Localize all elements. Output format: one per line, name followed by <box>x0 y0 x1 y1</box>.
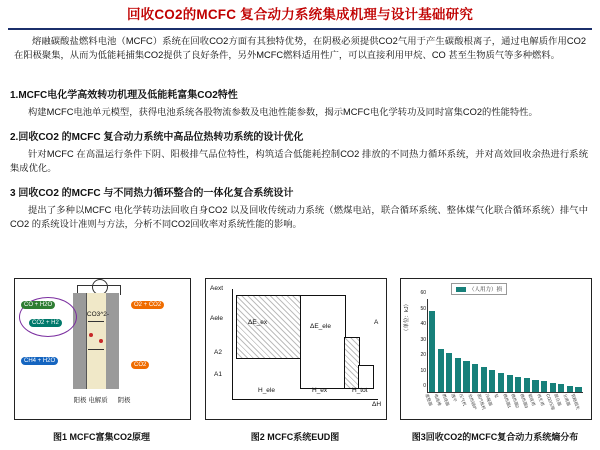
section-2-heading: 2.回收CO2 的MCFC 复合动力系统中高品位热转功系统的设计优化 <box>10 132 304 143</box>
intro-paragraph: 熔融碳酸盐燃料电池（MCFC）系统在回收CO2方面有其独特优势，在阴极必须提供CO2气用于产生碳酸根离子，通过电解质作用CO2 在阳极聚集，从而为低能耗捕集CO2提供了良好条件，另外MCFC燃料适用性广，可以直接利用甲烷、CO 甚至生物质气等多种燃料。 <box>14 36 586 60</box>
figure-3-caption: 图3回收CO2的MCFC复合动力系统熵分布 <box>411 432 579 442</box>
chart-bar <box>507 375 513 392</box>
chart-bar <box>567 386 573 392</box>
chart-x-tick: 压气机 <box>458 393 468 407</box>
fig2-delta-e1-label: ΔE_ex <box>248 319 268 326</box>
figure-1 <box>14 278 189 443</box>
cathode-outlet-chip: CO2 <box>131 361 149 369</box>
fig2-y-low-label: A1 <box>214 371 222 378</box>
chart-x-tick: 混合器 <box>553 393 563 407</box>
chart-x-tick: 换热器1 <box>501 393 512 409</box>
figure-3-image <box>400 278 592 420</box>
chart-x-tick: 蒸汽轮机 <box>475 393 487 411</box>
chart-bar <box>515 377 521 393</box>
chart-x-tick: 换热器3 <box>519 393 529 409</box>
fig2-delta-e2-label: ΔE_ele <box>310 323 331 330</box>
section-2-body: 针对MCFC 在高温运行条件下阴、阳极排气品位特性，构筑适合低能耗控制CO2 排放的不同热力循环系统，并对高效回收余热进行系统集成优化。 <box>10 149 588 173</box>
chart-bar <box>489 370 495 392</box>
electrolyte-layer <box>86 293 108 389</box>
chart-x-tick: CO2压缩 <box>544 393 556 411</box>
chart-y-tick: 60 <box>420 290 426 296</box>
chart-bar <box>472 364 478 392</box>
chart-x-tick: 电池堆 <box>432 393 442 407</box>
anode-layer <box>73 293 86 389</box>
page-title-text: 回收CO2的MCFC 复合动力系统集成机理与设计基础研究 <box>126 7 474 22</box>
figure-1-image <box>14 278 191 420</box>
chart-bar <box>463 361 469 392</box>
section-3-body: 提出了多种以MCFC 电化学转功法回收自身CO2 以及回收传统动力系统（燃煤电站，联合循环系统、整体煤气化联合循环系统）排气中CO2 的系统设计准则与方法，分析不同CO2回收率对系统性能的影响。 <box>10 205 588 229</box>
chart-bar <box>575 387 581 392</box>
chart-bar <box>446 353 452 392</box>
chart-y-tick: 50 <box>420 305 426 312</box>
fig2-y-low2-label: A2 <box>214 349 222 356</box>
anode-inlet-chip: CO + H2O <box>21 301 55 309</box>
fig2-tail-block <box>358 365 374 389</box>
methane-inlet-chip: CH4 + H2O <box>21 357 58 365</box>
cathode-inlet-chip: O2 + CO2 <box>131 301 164 309</box>
section-1 <box>10 88 588 119</box>
chart-x-tick: 换热器2 <box>510 393 521 409</box>
fig2-h-ex-label: H_ex <box>312 387 328 394</box>
chart-y-tick: 10 <box>420 367 426 374</box>
section-2 <box>10 130 588 175</box>
section-1-heading: 1.MCFC电化学高效转功机理及低能耗富集CO2特性 <box>10 90 238 101</box>
fig2-y-axis-label: A <box>374 319 379 326</box>
figure-2-caption: 图2 MCFC系统EUD图 <box>250 432 340 442</box>
chart-x-tick: 余热锅炉 <box>467 393 478 411</box>
section-3-heading: 3 回收CO2 的MCFC 与不同热力循环整合的一体化复合系统设计 <box>10 188 294 199</box>
chart-bar <box>524 378 530 392</box>
chart-x-tick: 吸收塔 <box>527 393 537 407</box>
fig2-y-mid-label: Aele <box>210 315 224 322</box>
carbonate-ion-label: CO3^2- <box>86 311 110 318</box>
figures-row <box>0 278 600 443</box>
chart-x-tick: 泵 <box>493 393 500 399</box>
chart-bar <box>481 367 487 392</box>
cathode-layer <box>106 293 119 389</box>
chart-y-tick: 30 <box>420 336 426 343</box>
chart-bar <box>455 358 461 392</box>
page-title <box>8 6 592 30</box>
chart-x-tick: 再生塔 <box>536 393 546 407</box>
chart-bar <box>438 349 444 392</box>
figure-2-image <box>205 278 387 420</box>
figure-1-caption: 图1 MCFC富集CO2原理 <box>52 432 150 442</box>
chart-bar <box>498 373 504 392</box>
figure-3 <box>400 278 590 443</box>
chart-x-tick: 冷凝器 <box>484 393 494 407</box>
fig2-x-axis-label: ΔH <box>372 401 382 408</box>
anode-label: 阳极 <box>73 397 87 404</box>
chart-bar <box>558 384 564 392</box>
chart-bar <box>532 380 538 392</box>
chart-y-tick: 20 <box>420 352 426 358</box>
fig2-h-ele-label: H_ele <box>258 387 275 394</box>
section-1-body: 构建MCFC电池单元模型，获得电池系统各股物流参数及电池性能参数，揭示MCFC电化学转功及同时富集CO2的性能特性。 <box>28 107 538 117</box>
fig2-ex-block <box>236 295 302 359</box>
anode-outlet-chip: CO2 + H2 <box>29 319 62 327</box>
legend-label: （人用力）损 <box>469 287 503 293</box>
section-3 <box>10 186 588 231</box>
chart-x-tick: 透平 <box>450 393 458 403</box>
chart-x-tick: 重整器 <box>424 393 434 407</box>
fig2-y-top-label: Aext <box>210 285 224 292</box>
cathode-label: 阴极 <box>117 397 131 404</box>
chart-y-axis-label: （单位：kJ） <box>404 300 410 334</box>
chart-y-tick: 40 <box>420 321 426 327</box>
electrolyte-label: 电解质 <box>88 397 108 404</box>
chart-x-tick: 燃烧器 <box>441 393 451 407</box>
chart-bar <box>429 311 435 392</box>
chart-x-tick: 管路损失 <box>570 393 582 411</box>
chart-y-tick: 0 <box>423 383 426 389</box>
chart-legend <box>451 283 507 295</box>
chart-bar <box>550 383 556 392</box>
legend-swatch <box>456 287 466 292</box>
chart-bar <box>541 381 547 392</box>
chart-x-tick: 分离器 <box>562 393 572 407</box>
fig2-h-tot-label: H_tot <box>352 387 368 394</box>
fig2-ele-block <box>300 295 346 389</box>
figure-2 <box>205 278 385 443</box>
